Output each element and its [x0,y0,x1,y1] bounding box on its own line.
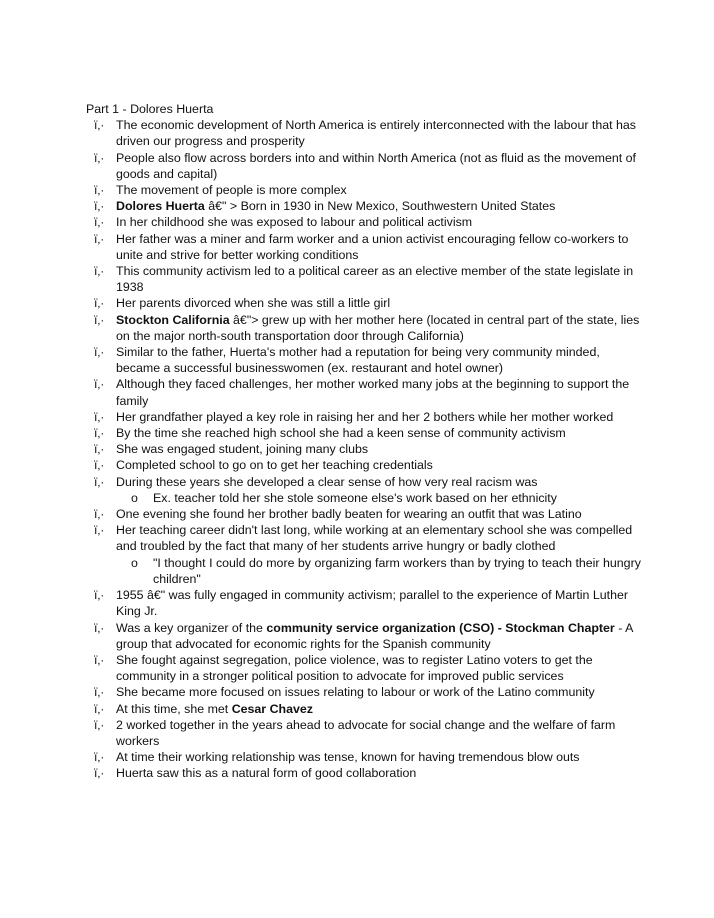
list-item-text: Although they faced challenges, her mother worked many jobs at the beginning to support the family [116,377,630,408]
list-item-text: â€"> grew up with her mother here (located in central part of the state, lies on the major north-south transportation door through California) [116,312,640,343]
list-item-text: The economic development of North America is entirely interconnected with the labour that has driven our progress and prosperity [116,118,636,149]
list-item-text: She became more focused on issues relating to labour or work of the Latino community [116,685,595,700]
list-item [86,652,646,684]
key-term: community service organization (CSO) - Stockman Chapter [266,620,615,635]
list-item [86,425,646,441]
list-item [86,506,646,522]
sub-list-item-text: "I thought I could do more by organizing farm workers than by trying to teach their hungry children" [153,555,641,586]
list-item-text: In her childhood she was exposed to labour and political activism [116,215,473,230]
list-item [86,587,646,619]
bullet-marker: ï‚· [94,183,105,198]
list-item-text: She fought against segregation, police violence, was to register Latino voters to get the community in a stronger political position to advocate for improved public services [116,652,593,684]
bullet-marker: ï‚· [94,701,105,716]
list-item [86,117,646,149]
list-item-text: At this time, she met [116,701,232,716]
key-term: Cesar Chavez [231,701,313,716]
list-item [86,263,646,295]
sub-bullet-marker: o [131,555,138,570]
list-item [86,522,646,554]
list-item [86,441,646,457]
bullet-marker: ï‚· [94,717,105,732]
list-item-text: Her grandfather played a key role in raising her and her 2 bothers while her mother worked [116,409,614,424]
bullet-marker: ï‚· [94,685,105,700]
list-item-text: One evening she found her brother badly beaten for wearing an outfit that was Latino [116,507,582,522]
list-item-text: This community activism led to a political career as an elective member of the state legislate in 1938 [116,264,634,295]
list-item [86,150,646,182]
bullet-marker: ï‚· [94,507,105,522]
list-item [86,182,646,198]
bullet-marker: ï‚· [94,474,105,489]
list-item-text: Similar to the father, Huerta's mother had a reputation for being very community minded, became a successful businesswomen (ex. restaurant and hotel owner) [116,345,600,376]
list-item-text: Was a key organizer of the [116,620,267,635]
list-item-text: During these years she developed a clear sense of how very real racism was [116,474,538,489]
list-item-text: Her teaching career didn't last long, while working at an elementary school she was compelled and troubled by the fact that many of her students arrive hungry or badly clothed [116,523,633,554]
list-item-text: She was engaged student, joining many clubs [116,442,369,457]
bullet-marker: ï‚· [94,377,105,392]
bullet-marker: ï‚· [94,150,105,165]
list-item-text: By the time she reached high school she had a keen sense of community activism [116,426,566,441]
bullet-marker: ï‚· [94,409,105,424]
bullet-marker: ï‚· [94,458,105,473]
list-item [86,717,646,749]
bullet-marker: ï‚· [94,652,105,667]
list-item-text: Her father was a miner and farm worker and a union activist encouraging fellow co-workers to unite and strive for better working conditions [116,231,629,262]
list-item [86,457,646,473]
bullet-marker: ï‚· [94,264,105,279]
bullet-marker: ï‚· [94,442,105,457]
list-item-text: People also flow across borders into and within North America (not as fluid as the movement of goods and capital) [116,150,636,181]
sub-bullet-marker: o [131,490,138,505]
section-heading: Part 1 - Dolores Huerta [86,102,214,116]
list-item-text: â€" > Born in 1930 in New Mexico, Southwestern United States [204,199,556,214]
list-item [86,344,646,376]
list-item-text: Her parents divorced when she was still a little girl [116,296,391,311]
bullet-marker: ï‚· [94,588,105,603]
list-item [86,214,646,230]
sub-list-item-text: Ex. teacher told her she stole someone else's work based on her ethnicity [153,490,557,505]
list-item [86,231,646,263]
list-item [86,701,646,717]
bullet-marker: ï‚· [94,312,105,327]
bullet-marker: ï‚· [94,231,105,246]
bullet-marker: ï‚· [94,620,105,635]
list-item [86,749,646,765]
list-item [86,312,646,344]
document-page [86,101,646,782]
list-item [86,765,646,781]
bullet-marker: ï‚· [94,215,105,230]
bullet-marker: ï‚· [94,345,105,360]
list-item-text: - A group that advocated for economic rights for the Spanish community [116,620,633,651]
bullet-marker: ï‚· [94,118,105,133]
list-item-text: 2 worked together in the years ahead to advocate for social change and the welfare of farm workers [116,717,616,748]
list-item-text: The movement of people is more complex [116,183,347,198]
list-item [86,198,646,214]
list-item [86,295,646,311]
list-item [86,376,646,408]
bullet-marker: ï‚· [94,766,105,781]
key-term: Stockton California [116,312,230,327]
sub-list-item [86,555,646,587]
key-term: Dolores Huerta [116,199,205,214]
bullet-marker: ï‚· [94,426,105,441]
list-item [86,684,646,700]
bullet-marker: ï‚· [94,750,105,765]
list-item-text: Huerta saw this as a natural form of good collaboration [116,766,417,781]
bullet-marker: ï‚· [94,296,105,311]
bullet-marker: ï‚· [94,523,105,538]
list-item-text: At time their working relationship was tense, known for having tremendous blow outs [116,750,580,765]
list-item-text: Completed school to go on to get her teaching credentials [116,458,433,473]
list-item-text: 1955 â€" was fully engaged in community activism; parallel to the experience of Martin Luther King Jr. [116,588,628,619]
sub-list-item [86,490,646,506]
list-item [86,620,646,652]
list-item [86,409,646,425]
list-item [86,474,646,490]
bullet-marker: ï‚· [94,199,105,214]
